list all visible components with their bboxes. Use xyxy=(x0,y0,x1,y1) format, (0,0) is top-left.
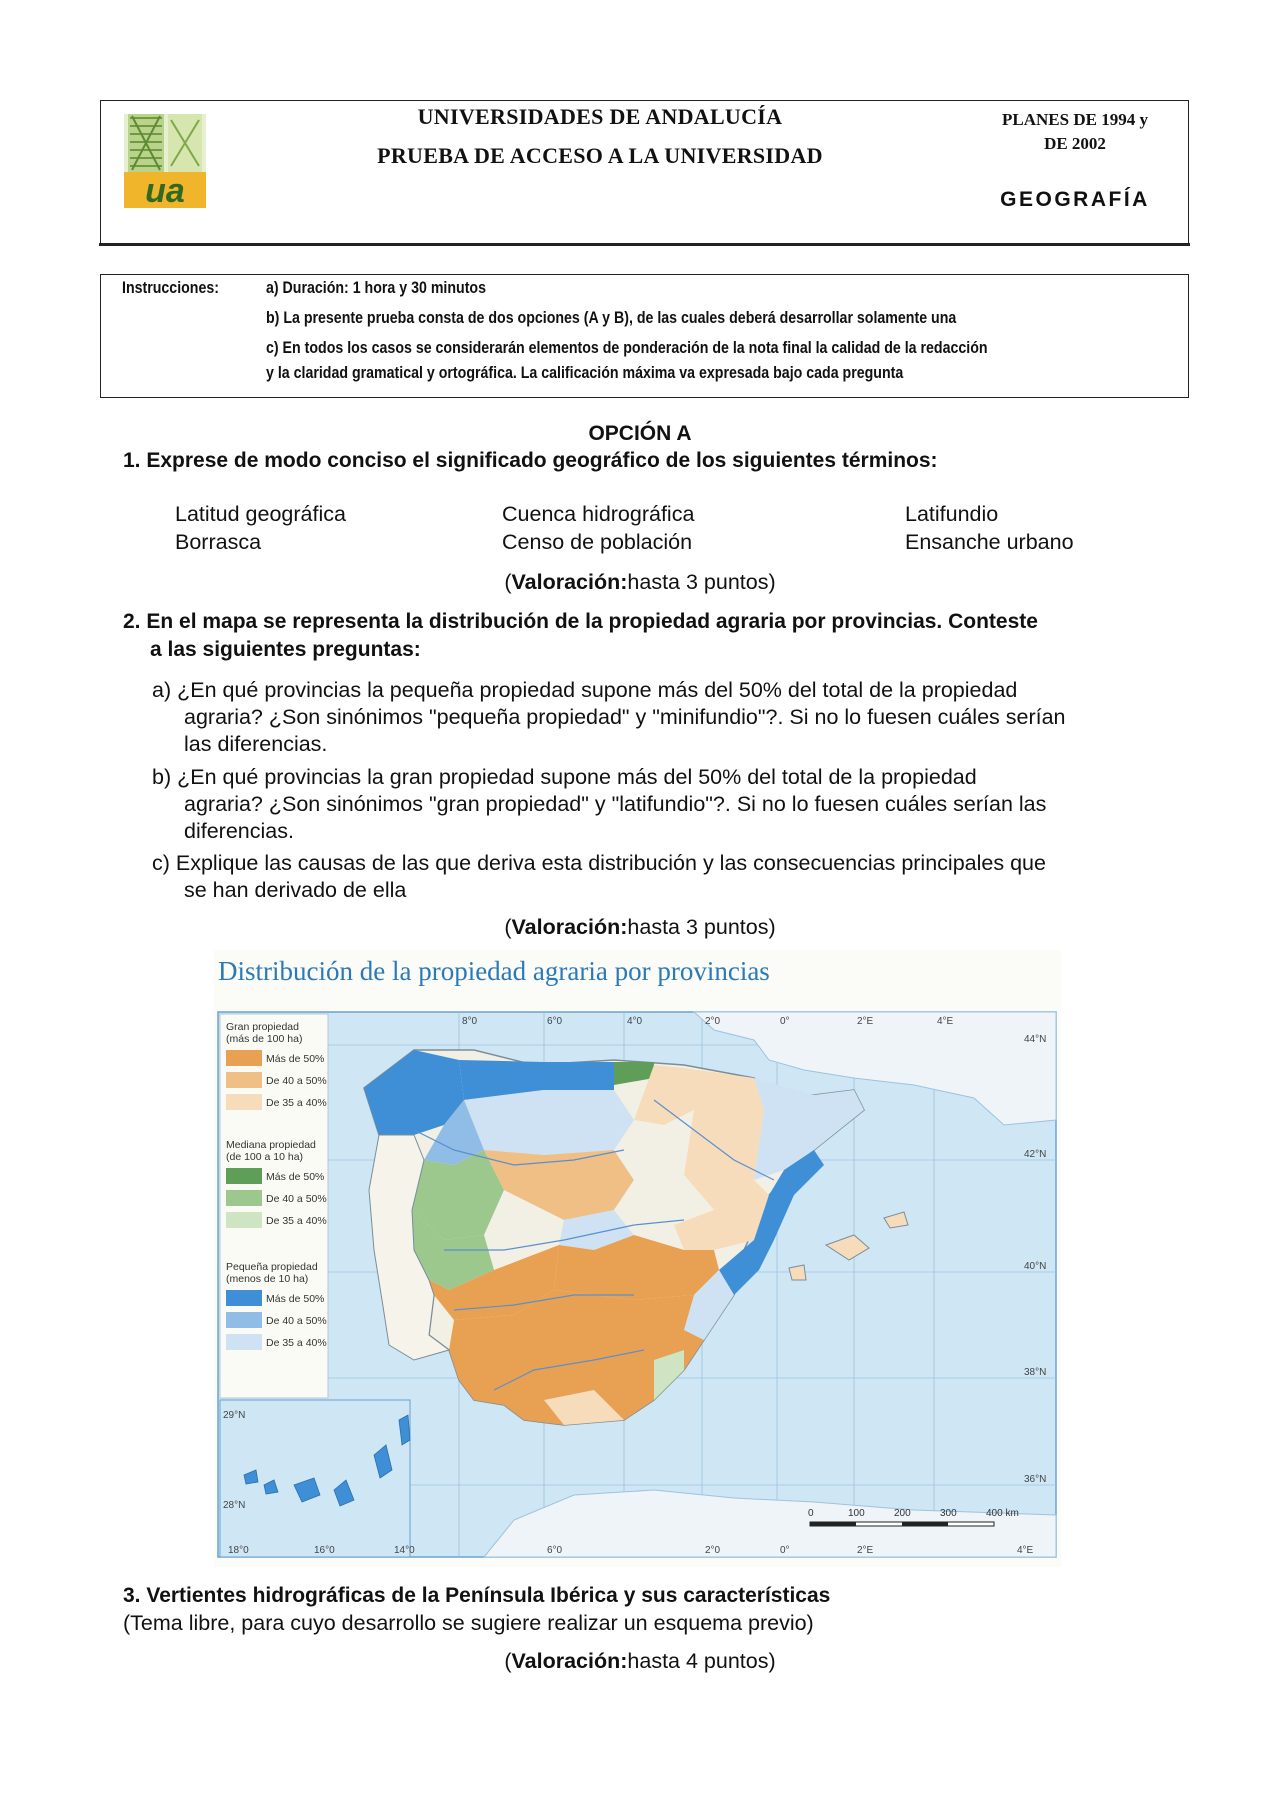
legend-gran-title2: (más de 100 ha) xyxy=(226,1033,303,1045)
legend-mediana-item-3: De 35 a 40% xyxy=(266,1215,327,1227)
legend-gran-title1: Gran propiedad xyxy=(226,1021,299,1033)
valoracion-value: hasta 3 puntos) xyxy=(627,570,776,594)
question-2-prompt-line2: a las siguientes preguntas: xyxy=(150,638,421,661)
term-latitud: Latitud geográfica xyxy=(175,502,346,526)
q1-valoracion: (Valoración:hasta 3 puntos) xyxy=(504,570,776,594)
question-3-note: (Tema libre, para cuyo desarrollo se sugiere realizar un esquema previo) xyxy=(123,1611,814,1635)
legend-pequena-item-3: De 35 a 40% xyxy=(266,1337,327,1349)
lon-label-5: 0° xyxy=(780,1016,790,1027)
lat-label-3: 40°N xyxy=(1024,1261,1047,1272)
scale-label-0: 0 xyxy=(808,1508,814,1519)
term-latifundio: Latifundio xyxy=(905,502,999,526)
lon-label-3: 4°0 xyxy=(627,1016,643,1027)
q3-valoracion: (Valoración:hasta 4 puntos) xyxy=(504,1649,776,1673)
q2-a-line2: agraria? ¿Son sinónimos "pequeña propiedad" y "minifundio"?. Si no lo fuesen cuáles serían xyxy=(184,705,1066,729)
q2-valoracion: (Valoración:hasta 3 puntos) xyxy=(504,915,776,939)
legend-gran-swatch-2 xyxy=(226,1072,262,1088)
legend-mediana-swatch-1 xyxy=(226,1168,262,1184)
scale-label-300: 300 xyxy=(940,1508,957,1519)
university-title: UNIVERSIDADES DE ANDALUCÍA xyxy=(417,104,783,129)
legend-mediana-item-2: De 40 a 50% xyxy=(266,1193,327,1205)
lat-label-5: 36°N xyxy=(1024,1474,1047,1485)
q2-b-line3: diferencias. xyxy=(184,819,294,843)
term-cuenca: Cuenca hidrográfica xyxy=(502,502,695,526)
valoracion-value: hasta 4 puntos) xyxy=(627,1649,776,1673)
lon-label-6: 2°E xyxy=(857,1016,874,1027)
lon-label-1: 8°0 xyxy=(462,1016,478,1027)
valoracion-label: Valoración: xyxy=(511,1649,628,1673)
valoracion-label: Valoración: xyxy=(511,570,628,594)
instruction-a: a) Duración: 1 hora y 30 minutos xyxy=(266,279,486,297)
lat-label-1: 44°N xyxy=(1024,1034,1047,1045)
canary-lat-label-2: 28°N xyxy=(223,1500,246,1511)
legend-pequena-swatch-1 xyxy=(226,1290,262,1306)
legend-pequena-title2: (menos de 10 ha) xyxy=(226,1273,309,1285)
map-title: Distribución de la propiedad agraria por provincias xyxy=(218,956,770,986)
university-logo xyxy=(124,114,206,208)
plans-line1: PLANES DE 1994 y xyxy=(1002,110,1148,129)
valoracion-label: Valoración: xyxy=(511,915,628,939)
lon-label-7: 4°E xyxy=(937,1016,954,1027)
legend-pequena-swatch-3 xyxy=(226,1334,262,1350)
valoracion-value: hasta 3 puntos) xyxy=(627,915,776,939)
question-2-prompt-line1: 2. En el mapa se representa la distribución de la propiedad agraria por provincias. Conteste xyxy=(123,610,1038,633)
q2-b-line2: agraria? ¿Son sinónimos "gran propiedad" y "latifundio"?. Si no lo fuesen cuáles serían las xyxy=(184,792,1047,816)
bottom-lon-label-6: 0° xyxy=(780,1545,790,1556)
lon-label-2: 6°0 xyxy=(547,1016,563,1027)
legend-mediana-title1: Mediana propiedad xyxy=(226,1139,316,1151)
legend-gran-item-2: De 40 a 50% xyxy=(266,1075,327,1087)
legend-gran-swatch-1 xyxy=(226,1050,262,1066)
bottom-lon-label-3: 14°0 xyxy=(394,1545,415,1556)
lat-label-4: 38°N xyxy=(1024,1367,1047,1378)
bottom-lon-label-1: 18°0 xyxy=(228,1545,249,1556)
scale-label-100: 100 xyxy=(848,1508,865,1519)
lon-label-4: 2°0 xyxy=(705,1016,721,1027)
legend-gran-swatch-3 xyxy=(226,1094,262,1110)
bottom-lon-label-2: 16°0 xyxy=(314,1545,335,1556)
question-1-prompt: 1. Exprese de modo conciso el significado geográfico de los siguientes términos: xyxy=(123,449,938,472)
subject-title: GEOGRAFÍA xyxy=(1000,188,1150,211)
question-3-title: 3. Vertientes hidrográficas de la Península Ibérica y sus características xyxy=(123,1584,831,1607)
lat-label-2: 42°N xyxy=(1024,1149,1047,1160)
bottom-lon-label-8: 4°E xyxy=(1017,1545,1034,1556)
logo-text: ua xyxy=(145,172,185,208)
instruction-c-line1: c) En todos los casos se considerarán elementos de ponderación de la nota final la calidad de la redacción xyxy=(266,339,988,357)
q2-c-line2: se han derivado de ella xyxy=(184,878,407,902)
legend-mediana-item-1: Más de 50% xyxy=(266,1171,325,1183)
legend-pequena-title1: Pequeña propiedad xyxy=(226,1261,318,1273)
scale-label-400: 400 km xyxy=(986,1508,1019,1519)
term-ensanche: Ensanche urbano xyxy=(905,530,1074,554)
legend-pequena-swatch-2 xyxy=(226,1312,262,1328)
bottom-lon-label-7: 2°E xyxy=(857,1545,874,1556)
legend-mediana-title2: (de 100 a 10 ha) xyxy=(226,1151,304,1163)
term-censo: Censo de población xyxy=(502,530,693,554)
q2-a-line1: a) ¿En qué provincias la pequeña propiedad supone más del 50% del total de la propiedad xyxy=(152,678,1018,702)
scale-label-200: 200 xyxy=(894,1508,911,1519)
instruction-b: b) La presente prueba consta de dos opciones (A y B), de las cuales deberá desarrollar solamente una xyxy=(266,309,957,327)
instruction-c-line2: y la claridad gramatical y ortográfica. La calificación máxima va expresada bajo cada pregunta xyxy=(266,364,904,382)
q2-a-line3: las diferencias. xyxy=(184,732,328,756)
legend-gran-item-3: De 35 a 40% xyxy=(266,1097,327,1109)
term-borrasca: Borrasca xyxy=(175,530,262,554)
canary-lat-label-1: 29°N xyxy=(223,1410,246,1421)
legend-pequena-item-1: Más de 50% xyxy=(266,1293,325,1305)
q2-b-line1: b) ¿En qué provincias la gran propiedad supone más del 50% del total de la propiedad xyxy=(152,765,977,789)
legend-mediana-swatch-2 xyxy=(226,1190,262,1206)
q2-c-line1: c) Explique las causas de las que deriva esta distribución y las consecuencias principales que xyxy=(152,851,1046,875)
option-title: OPCIÓN A xyxy=(588,422,692,445)
instructions-label: Instrucciones: xyxy=(122,279,219,297)
bottom-lon-label-5: 2°0 xyxy=(705,1545,721,1556)
property-map xyxy=(214,950,1061,1567)
region-cyl-north xyxy=(464,1090,634,1155)
legend-pequena-item-2: De 40 a 50% xyxy=(266,1315,327,1327)
plans-line2: DE 2002 xyxy=(1044,134,1106,153)
legend-gran-item-1: Más de 50% xyxy=(266,1053,325,1065)
bottom-lon-label-4: 6°0 xyxy=(547,1545,563,1556)
plans-label xyxy=(960,108,1190,156)
exam-title: PRUEBA DE ACCESO A LA UNIVERSIDAD xyxy=(377,143,823,168)
legend-mediana-swatch-3 xyxy=(226,1212,262,1228)
